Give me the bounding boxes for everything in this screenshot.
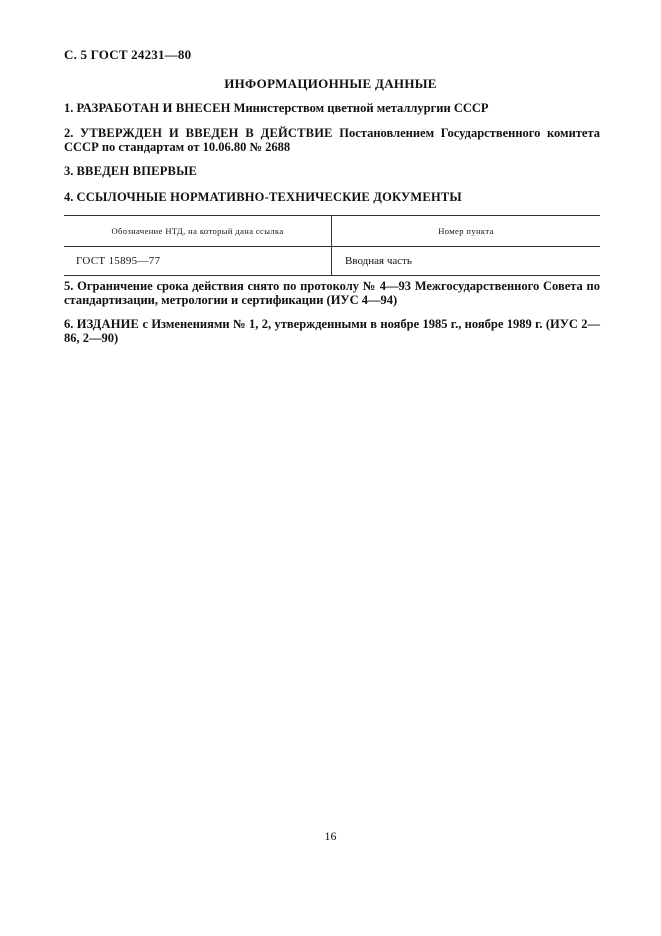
item-number: 4. [64, 190, 74, 204]
item-text: Постановлением Государственного комитета СССР по стандартам от 10.06.80 № 2688 [64, 126, 601, 154]
info-item-2 [64, 126, 600, 154]
item-text: с Изменениями № 1, 2, утвержденными в ноябре 1985 г., ноябре 1989 г. (ИУС 2—86, 2—90) [64, 317, 600, 345]
table-header-row [64, 216, 600, 247]
item-text: Ограничение срока действия снято по протоколу № 4—93 Межгосударственного Совета по стандартизации, метрологии и сертификации (ИУС 4—94) [64, 279, 600, 307]
info-item-1 [64, 101, 600, 115]
item-number: 1. [64, 101, 74, 115]
table-row [64, 247, 600, 275]
table-header-cell: Обозначение НТД, на который дана ссылка [64, 216, 332, 246]
table-cell: Вводная часть [345, 255, 412, 267]
item-heading: УТВЕРЖДЕН И ВВЕДЕН В ДЕЙСТВИЕ [79, 126, 333, 140]
info-item-5 [64, 279, 600, 307]
item-number: 2. [64, 126, 74, 140]
item-number: 6. [64, 317, 74, 331]
item-heading: РАЗРАБОТАН И ВНЕСЕН [76, 101, 231, 115]
table-cell: ГОСТ 15895—77 [64, 247, 332, 275]
info-item-3 [64, 164, 600, 178]
item-text: Министерством цветной металлургии СССР [233, 101, 489, 115]
item-heading: ССЫЛОЧНЫЕ НОРМАТИВНО-ТЕХНИЧЕСКИЕ ДОКУМЕНТЫ [76, 190, 462, 204]
item-number: 5. [64, 279, 74, 293]
info-item-6 [64, 317, 600, 345]
references-table [64, 215, 600, 276]
info-item-4 [64, 190, 600, 204]
page-header: С. 5 ГОСТ 24231—80 [64, 47, 192, 62]
table-header-cell: Номер пункта [438, 226, 494, 236]
section-title: ИНФОРМАЦИОННЫЕ ДАННЫЕ [224, 76, 437, 91]
item-number: 3. [64, 164, 74, 178]
item-heading: ИЗДАНИЕ [76, 317, 140, 331]
item-heading: ВВЕДЕН ВПЕРВЫЕ [76, 164, 198, 178]
page-number: 16 [324, 829, 337, 843]
